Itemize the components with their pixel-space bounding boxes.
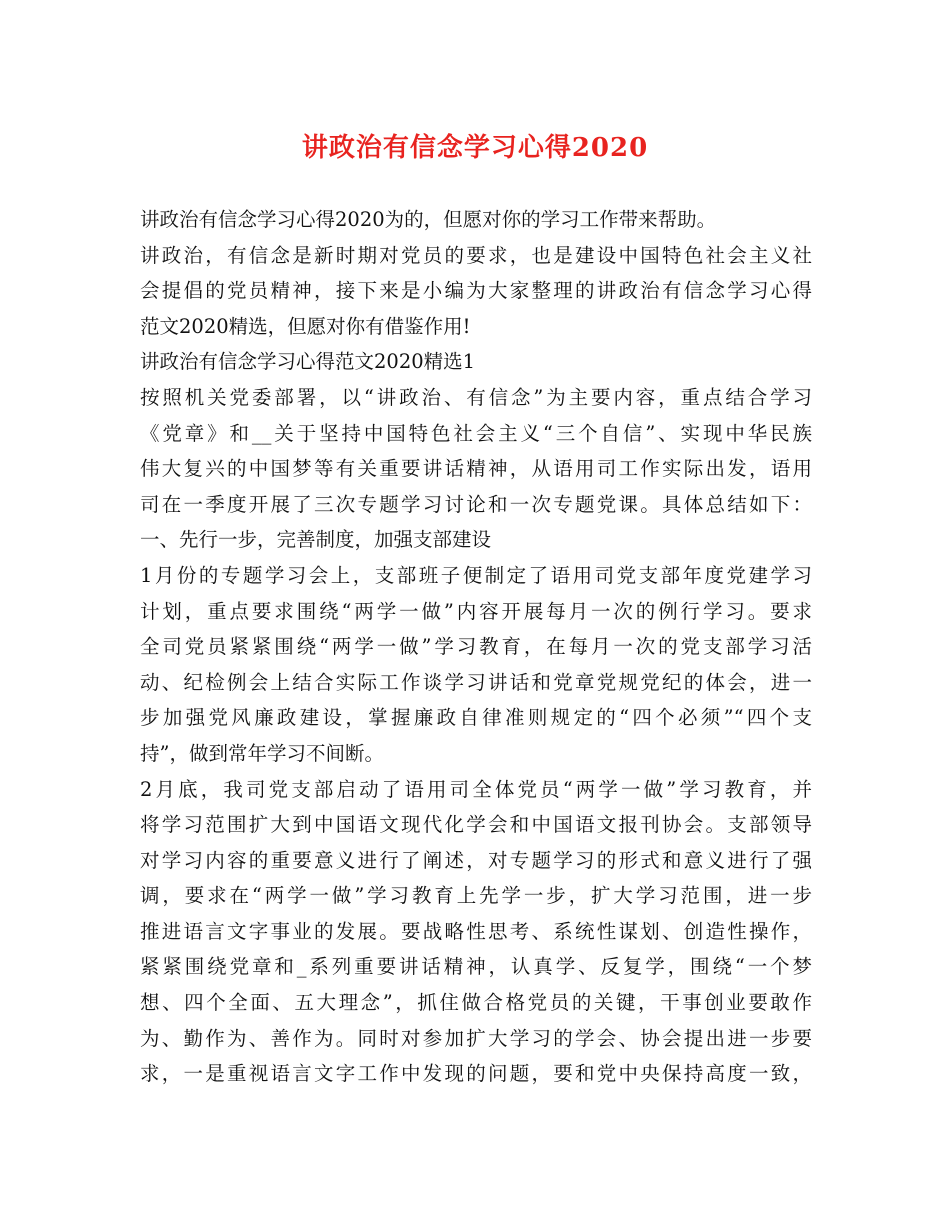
text-line-16: 持”，做到常年学习不间断。 — [140, 741, 384, 765]
text-line-17: 2月底，我司党支部启动了语用司全体党员“两学一做”学习教育，并 — [140, 777, 812, 801]
text-line-12: 计划，重点要求围绕“两学一做”内容开展每月一次的例行学习。要求 — [140, 599, 812, 623]
text-line-20: 调，要求在“两学一做”学习教育上先学一步，扩大学习范围，进一步 — [140, 884, 812, 908]
text-line-24: 为、勤作为、善作为。同时对参加扩大学习的学会、协会提出进一步要 — [140, 1026, 812, 1050]
text-line-8: 伟大复兴的中国梦等有关重要讲话精神，从语用司工作实际出发，语用 — [140, 457, 812, 481]
text-line-25: 求，一是重视语言文字工作中发现的问题，要和党中央保持高度一致， — [140, 1062, 812, 1086]
text-line-23: 想、四个全面、五大理念”，抓住做合格党员的关键，干事创业要敢作 — [140, 991, 812, 1015]
text-line-11: 1月份的专题学习会上，支部班子便制定了语用司党支部年度党建学习 — [140, 563, 812, 587]
text-line-18: 将学习范围扩大到中国语文现代化学会和中国语文报刊协会。支部领导 — [140, 813, 812, 837]
section-heading-1: 讲政治有信念学习心得范文2020精选1 — [140, 350, 476, 374]
text-line-13: 全司党员紧紧围绕“两学一做”学习教育，在每月一次的党支部学习活 — [140, 635, 812, 659]
text-line-7: 《党章》和__关于坚持中国特色社会主义“三个自信”、实现中华民族 — [140, 421, 812, 445]
text-line-21: 推进语言文字事业的发展。要战略性思考、系统性谋划、创造性操作， — [140, 919, 812, 943]
text-line-3: 会提倡的党员精神，接下来是小编为大家整理的讲政治有信念学习心得 — [140, 279, 812, 303]
text-line-15: 步加强党风廉政建设，掌握廉政自律准则规定的“四个必须”“四个支 — [140, 706, 812, 730]
text-line-22: 紧紧围绕党章和_系列重要讲话精神，认真学、反复学，围绕“一个梦 — [140, 955, 812, 979]
document-body — [140, 202, 812, 1092]
text-line-4: 范文2020精选，但愿对你有借鉴作用! — [140, 314, 471, 338]
text-line-1: 讲政治有信念学习心得2020为的，但愿对你的学习工作带来帮助。 — [140, 208, 717, 231]
text-line-14: 动、纪检例会上结合实际工作谈学习讲话和党章党规党纪的体会，进一 — [140, 670, 812, 694]
text-line-9: 司在一季度开展了三次专题学习讨论和一次专题党课。具体总结如下： — [140, 492, 812, 516]
section-heading-2: 一、先行一步，完善制度，加强支部建设 — [140, 528, 492, 552]
text-line-19: 对学习内容的重要意义进行了阐述，对专题学习的形式和意义进行了强 — [140, 848, 812, 872]
text-line-2: 讲政治，有信念是新时期对党员的要求，也是建设中国特色社会主义社 — [140, 243, 812, 267]
text-line-6: 按照机关党委部署，以“讲政治、有信念”为主要内容，重点结合学习 — [140, 385, 812, 409]
document-title: 讲政治有信念学习心得2020 — [301, 133, 649, 163]
